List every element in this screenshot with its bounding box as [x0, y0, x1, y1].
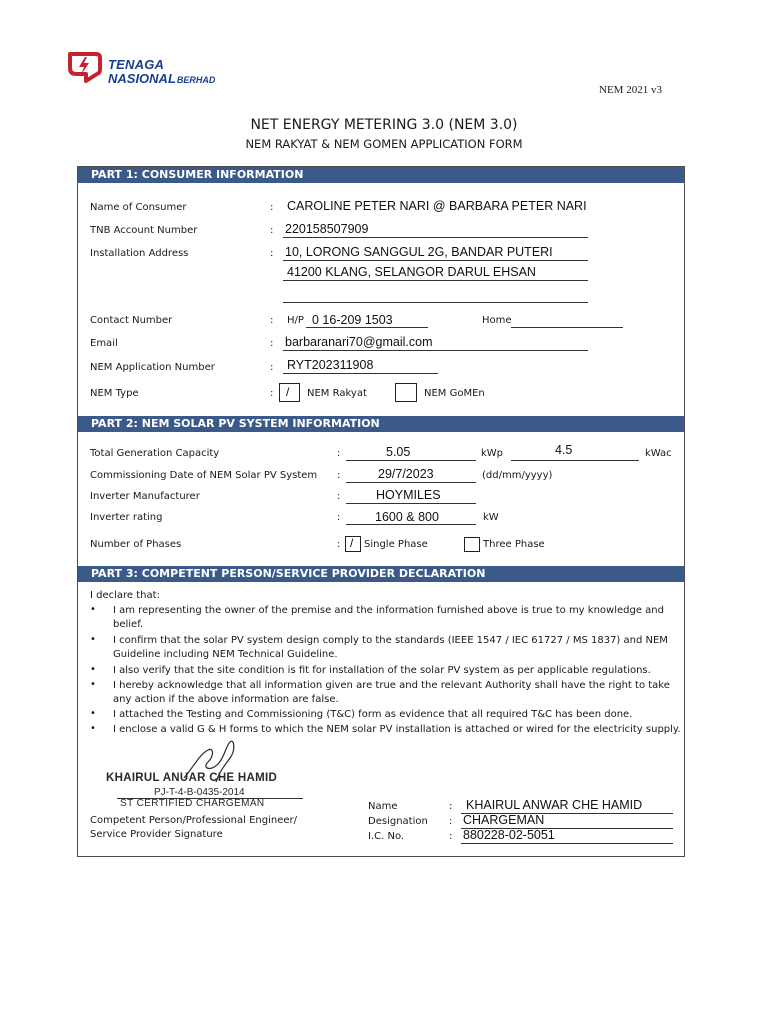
- rating-underline: [346, 524, 476, 525]
- bullet-icon: •: [90, 723, 96, 734]
- form-subtitle: NEM RAKYAT & NEM GOMEN APPLICATION FORM: [245, 137, 523, 151]
- stamp-title: ST CERTIFIED CHARGEMAN: [120, 798, 265, 809]
- part3-header: PART 3: COMPETENT PERSON/SERVICE PROVIDER DECLARATION: [78, 566, 684, 582]
- colon: :: [270, 315, 274, 326]
- signature-caption-line2: Service Provider Signature: [90, 829, 223, 840]
- capacity-kwac-value[interactable]: 4.5: [555, 443, 573, 457]
- colon: :: [270, 225, 274, 236]
- address-line1-value[interactable]: 10, LORONG SANGGUL 2G, BANDAR PUTERI: [285, 245, 553, 259]
- declaration-item: I also verify that the site condition is fit for installation of the solar PV system as per applicable regulations.: [113, 665, 651, 676]
- signer-name-value[interactable]: KHAIRUL ANWAR CHE HAMID: [466, 798, 643, 812]
- kwac-unit: kWac: [645, 448, 672, 459]
- rating-unit: kW: [483, 512, 499, 523]
- address-underline-2: [283, 280, 588, 281]
- colon: :: [449, 801, 453, 812]
- app-number-underline: [283, 373, 438, 374]
- account-number-value[interactable]: 220158507909: [285, 222, 369, 236]
- colon: :: [337, 470, 341, 481]
- email-underline: [283, 350, 588, 351]
- hp-label: H/P: [287, 315, 304, 326]
- date-format-hint: (dd/mm/yyyy): [482, 470, 553, 481]
- inverter-manufacturer-label: Inverter Manufacturer: [90, 491, 200, 502]
- logo-suffix: BERHAD: [176, 75, 216, 85]
- commissioning-date-value[interactable]: 29/7/2023: [378, 467, 434, 481]
- form-version: NEM 2021 v3: [599, 84, 662, 96]
- commissioning-date-label: Commissioning Date of NEM Solar PV System: [90, 470, 318, 481]
- inverter-rating-value[interactable]: 1600 & 800: [375, 510, 439, 524]
- address-underline-1: [283, 260, 588, 261]
- logo-text-line2: [108, 71, 215, 86]
- nem-rakyat-label: NEM Rakyat: [307, 388, 367, 399]
- bullet-icon: •: [90, 679, 96, 690]
- ic-number-underline: [461, 843, 673, 844]
- capacity-kwp-value[interactable]: 5.05: [386, 445, 411, 459]
- declaration-item: I confirm that the solar PV system design comply to the standards (IEEE 1547 / IEC 61727 / MS 1837) and NEM: [113, 635, 668, 646]
- checkmark: /: [350, 536, 354, 550]
- form-title: NET ENERGY METERING 3.0 (NEM 3.0): [250, 117, 518, 133]
- colon: :: [337, 512, 341, 523]
- manufacturer-underline: [346, 503, 476, 504]
- contact-label: Contact Number: [90, 315, 173, 326]
- single-phase-label: Single Phase: [364, 539, 428, 550]
- address-label: Installation Address: [90, 248, 189, 259]
- designation-label: Designation: [368, 816, 428, 827]
- colon: :: [270, 362, 274, 373]
- app-number-label: NEM Application Number: [90, 362, 215, 373]
- bullet-icon: •: [90, 708, 96, 719]
- logo-text-line1: TENAGA: [108, 57, 165, 72]
- phases-label: Number of Phases: [90, 539, 182, 550]
- kwac-underline: [511, 460, 639, 461]
- ic-number-value[interactable]: 880228-02-5051: [463, 828, 555, 842]
- home-underline: [511, 327, 623, 328]
- declaration-item-cont: Guideline including NEM Technical Guideline.: [113, 649, 338, 660]
- declaration-item: I am representing the owner of the premise and the information furnished above is true to my knowledge and: [113, 605, 664, 616]
- bullet-icon: •: [90, 634, 96, 645]
- colon: :: [270, 202, 274, 213]
- colon: :: [337, 448, 341, 459]
- declaration-item: I hereby acknowledge that all information given are true and the relevant Authority shall have the right to take: [113, 680, 670, 691]
- nem-gomen-checkbox[interactable]: [395, 383, 417, 402]
- date-underline: [346, 482, 476, 483]
- nem-type-label: NEM Type: [90, 388, 139, 399]
- signature-caption-line1: Competent Person/Professional Engineer/: [90, 815, 298, 826]
- app-number-value[interactable]: RYT202311908: [287, 358, 374, 372]
- inverter-rating-label: Inverter rating: [90, 512, 163, 523]
- email-value[interactable]: barbaranari70@gmail.com: [285, 335, 433, 349]
- declaration-intro: I declare that:: [90, 590, 160, 601]
- part1-header: PART 1: CONSUMER INFORMATION: [78, 167, 684, 183]
- part2-header: PART 2: NEM SOLAR PV SYSTEM INFORMATION: [78, 416, 684, 432]
- logo-word: NASIONAL: [108, 71, 176, 86]
- single-phase-checkbox[interactable]: [345, 536, 361, 552]
- bullet-icon: •: [90, 604, 96, 615]
- account-label: TNB Account Number: [90, 225, 198, 236]
- colon: :: [270, 248, 274, 259]
- colon: :: [337, 539, 341, 550]
- colon: :: [449, 831, 453, 842]
- colon: :: [449, 816, 453, 827]
- colon: :: [337, 491, 341, 502]
- account-underline: [283, 237, 588, 238]
- inverter-manufacturer-value[interactable]: HOYMILES: [376, 488, 441, 502]
- address-underline-3: [283, 302, 588, 303]
- designation-value[interactable]: CHARGEMAN: [463, 813, 545, 827]
- declaration-item-cont: any action if the above information are false.: [113, 694, 339, 705]
- hp-number-value[interactable]: 0 16-209 1503: [312, 313, 393, 327]
- capacity-label: Total Generation Capacity: [90, 448, 220, 459]
- kwp-unit: kWp: [481, 448, 504, 459]
- three-phase-checkbox[interactable]: [464, 537, 480, 552]
- declaration-item: I enclose a valid G & H forms to which the NEM solar PV installation is attached or wired for the electricity supply.: [113, 724, 681, 735]
- nem-gomen-label: NEM GoMEn: [424, 388, 485, 399]
- three-phase-label: Three Phase: [483, 539, 545, 550]
- stamp-name: KHAIRUL ANUAR CHE HAMID: [106, 772, 278, 784]
- tnb-logo-icon: [66, 48, 104, 86]
- stamp-registration: PJ-T-4-B-0435-2014: [154, 787, 245, 798]
- colon: :: [270, 388, 274, 399]
- ic-number-label: I.C. No.: [368, 831, 405, 842]
- consumer-name-value[interactable]: CAROLINE PETER NARI @ BARBARA PETER NARI: [287, 199, 587, 213]
- checkmark: /: [286, 385, 290, 399]
- nem-rakyat-checkbox[interactable]: [279, 383, 300, 402]
- home-label: Home: [482, 315, 512, 326]
- bullet-icon: •: [90, 664, 96, 675]
- email-label: Email: [90, 338, 118, 349]
- declaration-item-cont: belief.: [113, 619, 144, 630]
- name-label: Name of Consumer: [90, 202, 187, 213]
- colon: :: [270, 338, 274, 349]
- hp-underline: [306, 327, 428, 328]
- signer-name-label: Name: [368, 801, 398, 812]
- kwp-underline: [346, 460, 476, 461]
- address-line2-value[interactable]: 41200 KLANG, SELANGOR DARUL EHSAN: [287, 265, 536, 279]
- declaration-item: I attached the Testing and Commissioning (T&C) form as evidence that all required T&C has been done.: [113, 709, 633, 720]
